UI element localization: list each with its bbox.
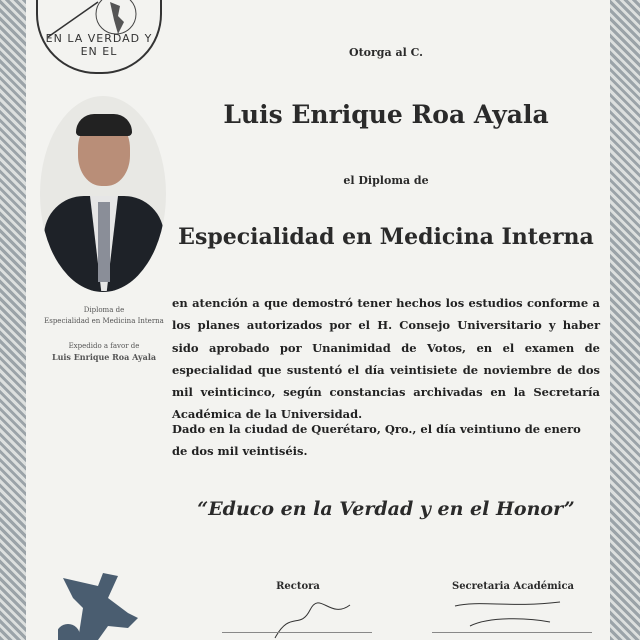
diploma-intro: el Diploma de xyxy=(343,174,429,187)
signature-line xyxy=(432,632,592,633)
recipient-photo xyxy=(40,96,166,292)
motto: “Educo en la Verdad y en el Honor” xyxy=(197,498,575,520)
stamp-line: Especialidad en Medicina Interna xyxy=(44,317,164,325)
stamp-line: Luis Enrique Roa Ayala xyxy=(51,352,157,362)
photo-stamp xyxy=(40,305,168,363)
university-seal xyxy=(36,0,162,74)
decorative-border-left xyxy=(0,0,26,640)
decorative-border-right xyxy=(610,0,640,640)
issue-date-paragraph: Dado en la ciudad de Querétaro, Qro., el día veintiuno de enero de dos mil veintiséis. xyxy=(172,422,581,459)
signature-label-rectora: Rectora xyxy=(276,581,320,592)
grant-text: Otorga al C. xyxy=(349,46,423,59)
stamp-line: Expedido a favor de xyxy=(68,342,140,350)
signature-rectora xyxy=(270,600,360,640)
body-paragraph: en atención a que demostró tener hechos los estudios conforme a los planes autorizados por el H. Consejo Universitario y haber sido aprobado por Unanimidad de Votos, en el examen de especialidad que sustentó el día veintisiete de noviembre de dos mil veinticinco, según constancias archivadas en la Secretaría Académica de la Universidad. xyxy=(172,296,600,422)
signature-secretaria xyxy=(450,596,570,630)
signature-label-secretaria: Secretaria Académica xyxy=(451,581,575,592)
university-logo-icon xyxy=(58,568,148,640)
seal-motto: EN LA VERDAD Y EN EL xyxy=(45,32,153,58)
diploma-title: Especialidad en Medicina Interna xyxy=(178,224,594,250)
signature-line xyxy=(222,632,372,633)
stamp-line: Diploma de xyxy=(83,306,125,314)
recipient-name: Luis Enrique Roa Ayala xyxy=(223,100,549,129)
